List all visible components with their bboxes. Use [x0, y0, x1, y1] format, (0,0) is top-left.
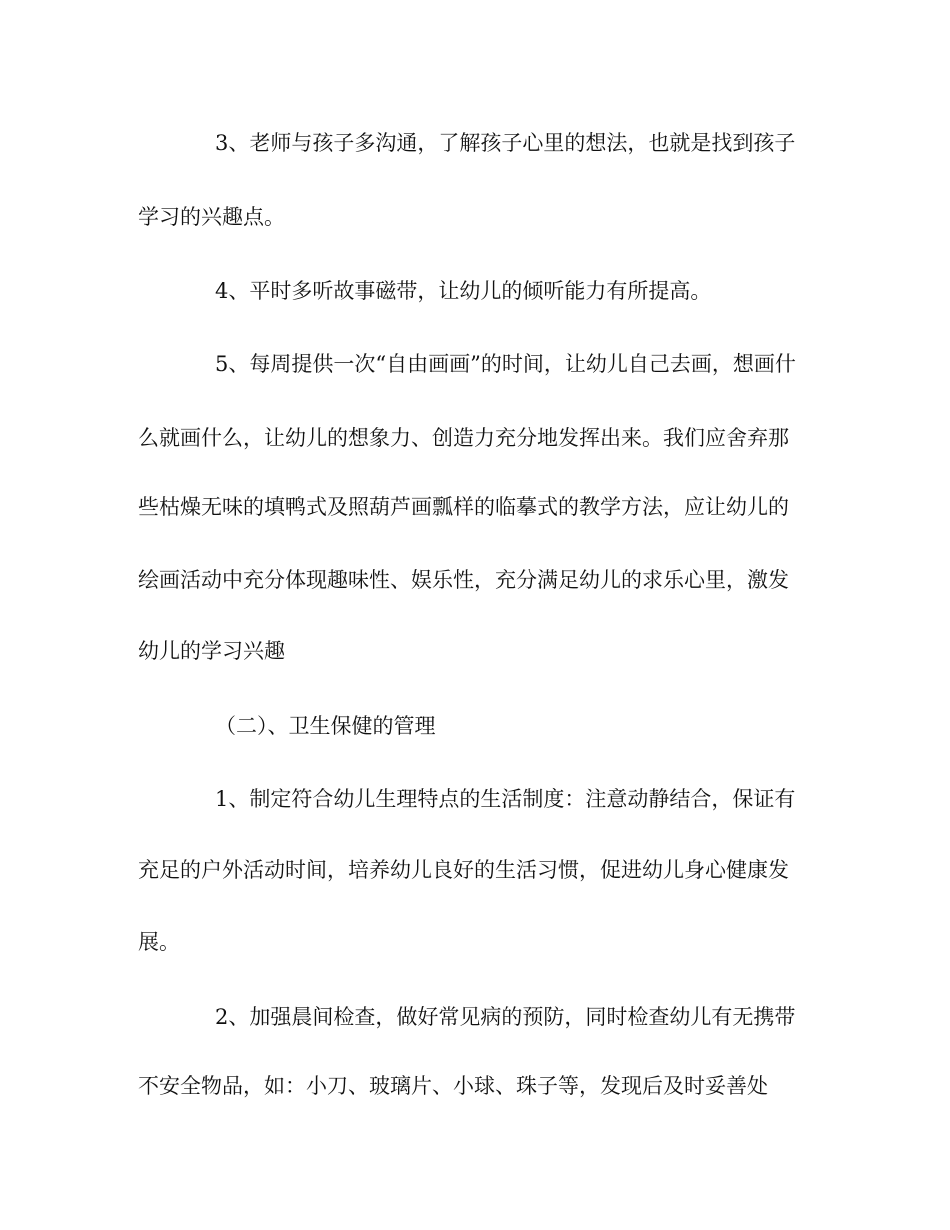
text-line-item-5-cont-3: 绘画活动中充分体现趣味性、娱乐性，充分满足幼儿的求乐心里，激发 — [138, 568, 789, 592]
text-line-health-2-cont: 不安全物品，如：小刀、玻璃片、小球、珠子等，发现后及时妥善处 — [138, 1074, 768, 1098]
text-line-item-5-cont-2: 些枯燥无味的填鸭式及照葫芦画瓢样的临摹式的教学方法，应让幼儿的 — [138, 495, 789, 519]
text-line-item-3-end: 学习的兴趣点。 — [138, 205, 285, 229]
section-heading-health-care: （二）、卫生保健的管理 — [215, 714, 436, 738]
text-line-health-1-start: 1、制定符合幼儿生理特点的生活制度：注意动静结合，保证有 — [215, 787, 796, 811]
text-line-item-3-start: 3、老师与孩子多沟通，了解孩子心里的想法，也就是找到孩子 — [215, 131, 796, 155]
text-line-health-1-cont: 充足的户外活动时间，培养幼儿良好的生活习惯，促进幼儿身心健康发 — [138, 858, 789, 882]
text-line-health-2-start: 2、加强晨间检查，做好常见病的预防，同时检查幼儿有无携带 — [215, 1005, 796, 1029]
text-line-item-5-end: 幼儿的学习兴趣 — [138, 639, 285, 663]
text-line-item-5-start: 5、每周提供一次“自由画画”的时间，让幼儿自己去画，想画什 — [215, 352, 796, 376]
text-line-item-4: 4、平时多听故事磁带，让幼儿的倾听能力有所提高。 — [215, 279, 712, 303]
text-line-health-1-end: 展。 — [138, 930, 180, 954]
text-line-item-5-cont-1: 么就画什么，让幼儿的想象力、创造力充分地发挥出来。我们应舍弃那 — [138, 426, 789, 450]
